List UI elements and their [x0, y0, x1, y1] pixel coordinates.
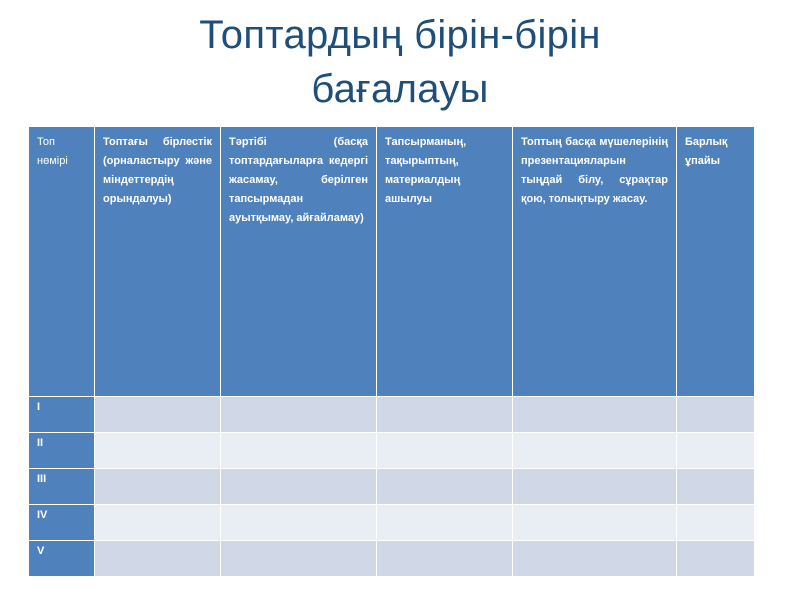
group-number-cell: II	[29, 433, 95, 469]
table-row	[29, 469, 755, 505]
score-cell[interactable]	[95, 433, 221, 469]
table-row	[29, 541, 755, 577]
header-listening	[513, 127, 677, 397]
score-cell[interactable]	[513, 433, 677, 469]
score-cell[interactable]	[513, 469, 677, 505]
table-row	[29, 433, 755, 469]
group-number-cell: III	[29, 469, 95, 505]
total-cell[interactable]	[677, 505, 755, 541]
score-cell[interactable]	[377, 397, 513, 433]
score-cell[interactable]	[377, 469, 513, 505]
header-total-score	[677, 127, 755, 397]
header-group-number	[29, 127, 95, 397]
score-cell[interactable]	[513, 397, 677, 433]
header-discipline	[221, 127, 377, 397]
group-number-cell: IV	[29, 505, 95, 541]
score-cell[interactable]	[221, 397, 377, 433]
score-cell[interactable]	[221, 469, 377, 505]
slide-title-line-1: Топтардың бірін-бірін	[199, 13, 601, 57]
total-cell[interactable]	[677, 397, 755, 433]
score-cell[interactable]	[377, 433, 513, 469]
table-row	[29, 505, 755, 541]
score-cell[interactable]	[221, 505, 377, 541]
score-cell[interactable]	[95, 397, 221, 433]
table-row	[29, 397, 755, 433]
score-cell[interactable]	[377, 505, 513, 541]
header-label: Топ нөмірі	[37, 136, 68, 167]
evaluation-table	[28, 126, 755, 577]
group-number-cell: V	[29, 541, 95, 577]
slide-title-line-2: бағалауы	[311, 67, 489, 111]
header-label: Барлық ұпайы	[685, 136, 728, 167]
group-number-cell: I	[29, 397, 95, 433]
score-cell[interactable]	[95, 541, 221, 577]
score-cell[interactable]	[513, 505, 677, 541]
score-cell[interactable]	[95, 505, 221, 541]
score-cell[interactable]	[221, 541, 377, 577]
score-cell[interactable]	[221, 433, 377, 469]
total-cell[interactable]	[677, 433, 755, 469]
header-label: Топтың басқа мүшелерінің презентацияларын тыңдай білу, сұрақтар қою, толықтыру жасау.	[521, 136, 668, 205]
total-cell[interactable]	[677, 541, 755, 577]
score-cell[interactable]	[377, 541, 513, 577]
header-label: Тәртібі (басқа топтардағыларға кедергі жасамау, берілген тапсырмадан ауытқымау, айғайламау)	[229, 136, 368, 224]
header-row	[29, 127, 755, 397]
score-cell[interactable]	[95, 469, 221, 505]
header-label: Топтағы бірлестік (орналастыру және міндеттердің орындалуы)	[103, 136, 212, 205]
header-teamwork	[95, 127, 221, 397]
header-topic-coverage	[377, 127, 513, 397]
total-cell[interactable]	[677, 469, 755, 505]
score-cell[interactable]	[513, 541, 677, 577]
slide-title	[0, 8, 800, 116]
header-label: Тапсырманың, тақырыптың, материалдың ашылуы	[385, 136, 467, 205]
